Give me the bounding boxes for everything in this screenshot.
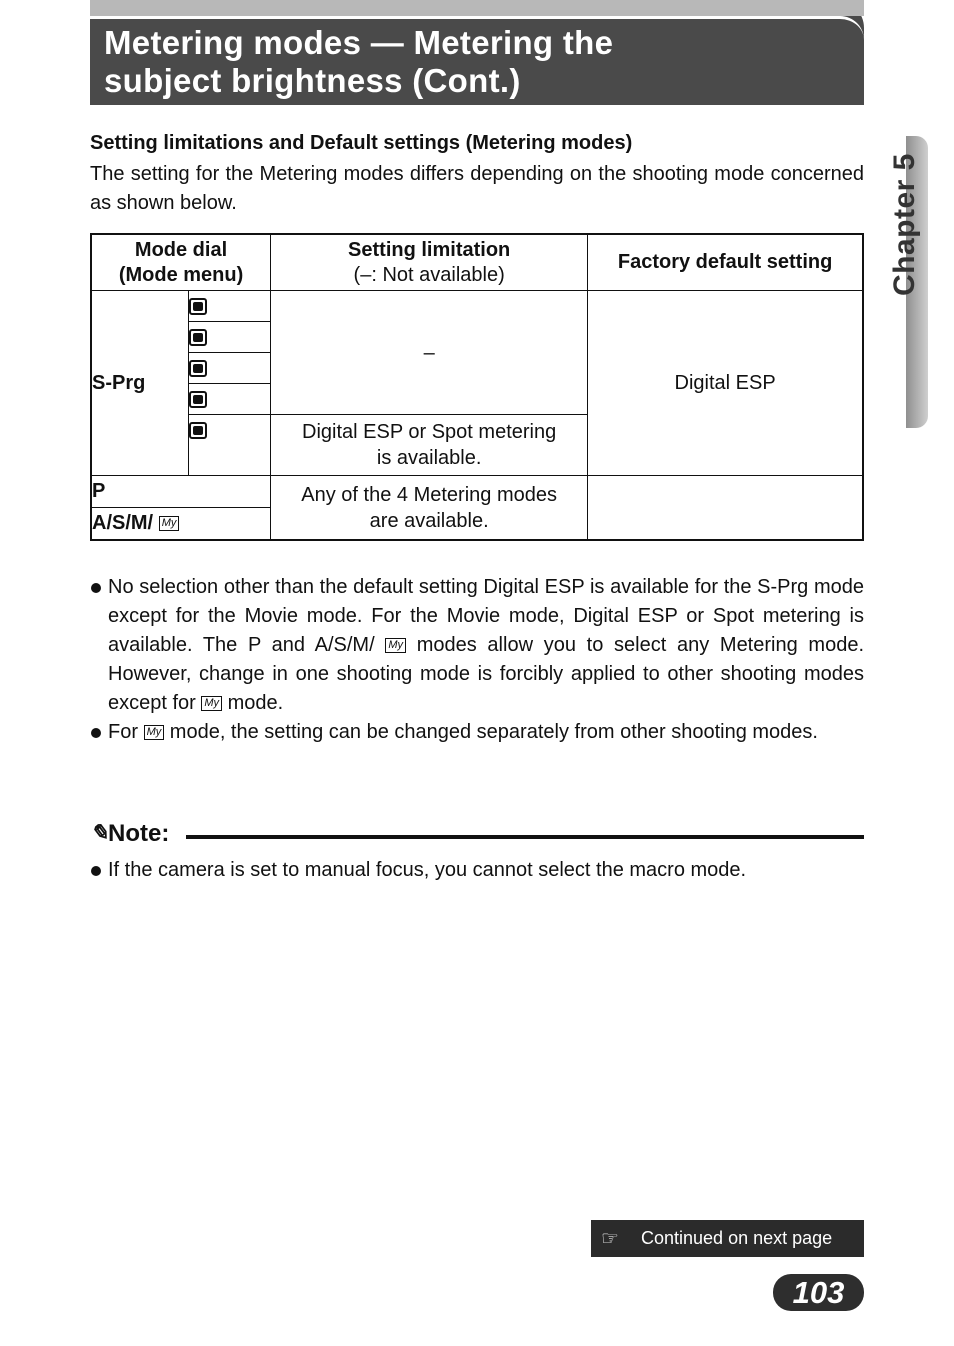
header-factory-default: Factory default setting [588,234,863,291]
sprg-cell: S-Prg [91,291,189,476]
bullet-1-text-c: mode. [222,692,284,714]
chapter-label: Chapter 5 [888,153,921,296]
landscape-icon [189,360,207,377]
note-body [90,856,864,884]
movie-icon [189,422,207,439]
header-mode-line1: Mode dial [134,238,228,261]
movie-limitation-cell [271,415,588,476]
portrait-icon [189,298,207,315]
asm-mode-cell [91,508,271,541]
header-limitation-title: Setting limitation [348,238,511,261]
metering-modes-table [90,233,864,541]
section-heading: Setting limitations and Default settings (Metering modes) [90,132,633,154]
title-top-strip [90,0,864,16]
landscape-mode-cell [189,353,271,384]
title-bar [90,0,864,105]
header-limitation-sub: (–: Not available) [353,263,505,286]
pasm-default-cell [588,476,863,541]
note-rule [186,835,864,839]
my-mode-icon: My [201,696,222,711]
pasm-limitation-cell [271,476,588,541]
my-mode-icon: My [144,725,165,740]
my-mode-icon: My [159,516,180,531]
header-mode-dial [91,234,271,291]
movie-mode-cell [189,415,271,476]
bullet-2-text-b: mode, the setting can be changed separately from other shooting modes. [164,721,818,743]
pencil-icon: ✎ [90,820,109,845]
continued-banner [591,1220,864,1257]
bullet-item-2 [90,718,864,747]
table-header-row [91,234,863,291]
bullet-1-text-a: No selection other than the default setting Digital ESP is available for the S-Prg mode except for the Movie mode. For the Movie mode, Digital ESP or Spot metering is available. The P and A/S/M/ [108,576,864,656]
my-mode-icon: My [385,638,406,653]
header-setting-limitation [271,234,588,291]
night-scene-mode-cell [189,384,271,415]
table-row [91,476,863,508]
sports-icon [189,329,207,346]
note-header [90,820,864,850]
bullet-item-1 [90,573,864,718]
bullet-2-text-a: For [108,721,144,743]
sports-mode-cell [189,322,271,353]
pasm-limitation-line2: are available. [369,509,489,532]
bullet-list [90,573,864,747]
header-mode-line2: (Mode menu) [118,263,244,286]
bullet-1-text-b: modes allow you to select any Metering mode. However, change in one shooting mode is forcibly applied to other shooting modes except for [108,634,864,714]
section-intro: The setting for the Metering modes differs depending on the shooting mode concerned as shown below. [90,163,864,214]
page-number: 103 [773,1274,864,1311]
asm-label: A/S/M/ [92,512,154,534]
pointing-hand-icon: ☞ [601,1228,619,1250]
default-value-cell: Digital ESP [588,291,863,476]
pasm-limitation-line1: Any of the 4 Metering modes [301,483,557,506]
page-title-line2: subject brightness (Cont.) [104,62,521,99]
note-label: Note: [108,820,170,847]
continued-text: Continued on next page [641,1228,833,1248]
movie-limitation-line1: Digital ESP or Spot metering [302,421,557,443]
movie-limitation-line2: is available. [376,447,482,469]
not-available-cell: – [271,291,588,415]
p-mode-cell: P [91,476,271,508]
table-row [91,291,863,322]
portrait-mode-cell [189,291,271,322]
page-title [104,24,844,100]
page-title-line1: Metering modes — Metering the [104,24,614,61]
note-bullet: If the camera is set to manual focus, you cannot select the macro mode. [90,856,864,884]
night-scene-icon [189,391,207,408]
